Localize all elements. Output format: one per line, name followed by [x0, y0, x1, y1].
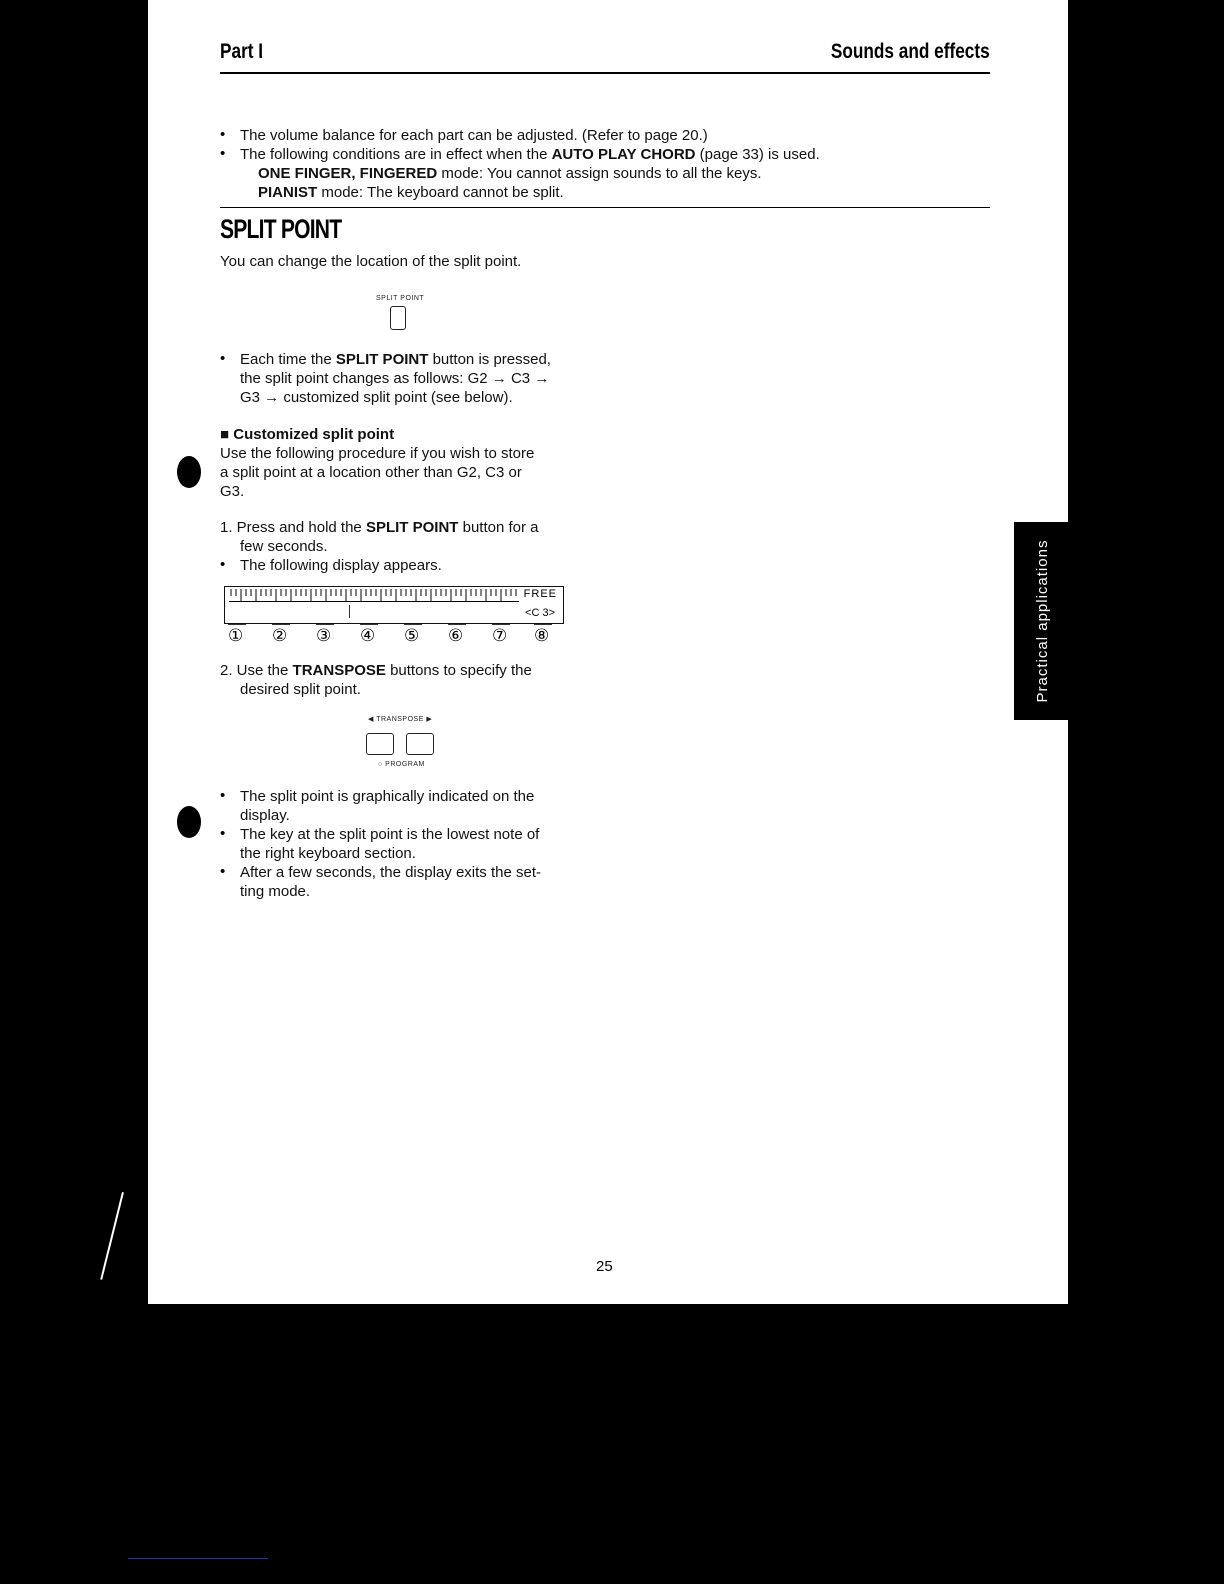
- lcd-display: [224, 586, 564, 624]
- note-onefinger: [258, 164, 762, 183]
- lcd-split-value: <C 3>: [525, 607, 555, 619]
- transpose-down-button[interactable]: [366, 733, 394, 755]
- callout-number: ③: [316, 626, 332, 645]
- scan-artifact: [100, 1192, 124, 1280]
- transpose-label: ◀ TRANSPOSE ▶: [368, 716, 433, 723]
- split-marker-icon: [349, 605, 350, 618]
- program-label: ○ PROGRAM: [378, 761, 425, 768]
- sub-desc-2: a split point at a location other than G2, C3 or: [220, 464, 522, 481]
- note-autoplay: [240, 145, 820, 164]
- text: buttons to specify the: [385, 662, 532, 679]
- text: 2. Use the: [220, 662, 293, 679]
- callout-number: ⑦: [492, 626, 508, 645]
- subsection-title: [220, 425, 394, 444]
- bullet-marker: •: [220, 863, 226, 880]
- text: Customized split point: [233, 426, 395, 443]
- text: button is pressed,: [428, 351, 551, 368]
- bold-text: ONE FINGER, FINGERED: [258, 165, 438, 182]
- section-title: SPLIT POINT: [220, 214, 342, 244]
- text: button for a: [458, 519, 539, 536]
- keyboard-graphic-icon: [229, 589, 519, 602]
- text: mode: The keyboard cannot be split.: [317, 184, 564, 201]
- header-rule: [220, 72, 990, 74]
- text: The following conditions are in effect when the: [240, 146, 552, 163]
- bullet-marker: •: [220, 126, 226, 143]
- split-point-desc-3: G3 → customized split point (see below).: [240, 389, 513, 406]
- note-exit: After a few seconds, the display exits the set-: [240, 864, 541, 881]
- section-rule: [220, 207, 990, 208]
- bold-text: AUTO PLAY CHORD: [551, 146, 696, 163]
- note-lowest: The key at the split point is the lowest note of: [240, 826, 540, 843]
- text: 1. Press and hold the: [220, 519, 366, 536]
- manual-page: [148, 0, 1068, 1304]
- step-2-cont: desired split point.: [240, 681, 361, 698]
- header-part: Part I: [220, 40, 264, 63]
- side-tab-label: Practical applications: [1034, 539, 1051, 703]
- transpose-up-button[interactable]: [406, 733, 434, 755]
- step-2: [220, 661, 532, 680]
- split-point-button[interactable]: [390, 306, 406, 330]
- callout-number: ②: [272, 626, 288, 645]
- note-volume: The volume balance for each part can be adjusted. (Refer to page 20.): [240, 127, 708, 144]
- bold-text: SPLIT POINT: [335, 351, 429, 368]
- note-lowest-cont: the right keyboard section.: [240, 845, 416, 862]
- scan-artifact-line: [128, 1558, 268, 1559]
- text: (page 33) is used.: [695, 146, 820, 163]
- step-1-cont: few seconds.: [240, 538, 328, 555]
- square-bullet-icon: ■: [220, 426, 234, 443]
- sub-desc-1: Use the following procedure if you wish to store: [220, 445, 535, 462]
- callout-number: ⑥: [448, 626, 464, 645]
- callout-number: ④: [360, 626, 376, 645]
- text: mode: You cannot assign sounds to all the keys.: [437, 165, 762, 182]
- note-graphic-cont: display.: [240, 807, 290, 824]
- split-point-button-label: SPLIT POINT: [376, 295, 425, 302]
- bullet-marker: •: [220, 145, 226, 162]
- header-chapter: Sounds and effects: [831, 40, 990, 63]
- page-number: 25: [596, 1258, 613, 1275]
- split-point-desc-1: [240, 350, 551, 369]
- note-exit-cont: ting mode.: [240, 883, 311, 900]
- bullet-marker: •: [220, 825, 226, 842]
- split-point-desc-2: the split point changes as follows: G2 → C3 →: [240, 370, 550, 387]
- callout-number: ①: [228, 626, 244, 645]
- step-1-note: The following display appears.: [240, 557, 442, 574]
- note-graphic: The split point is graphically indicated on the: [240, 788, 535, 805]
- bullet-marker: •: [220, 556, 226, 573]
- bold-text: PIANIST: [258, 184, 318, 201]
- binder-hole-icon: [177, 806, 201, 838]
- bold-text: TRANSPOSE: [292, 662, 386, 679]
- note-pianist: [258, 183, 564, 202]
- display-callout-numbers: [228, 626, 548, 650]
- step-1: [220, 518, 539, 537]
- callout-number: ⑧: [534, 626, 550, 645]
- text: Each time the: [240, 351, 336, 368]
- callout-number: ⑤: [404, 626, 420, 645]
- sub-desc-3: G3.: [220, 483, 245, 500]
- bullet-marker: •: [220, 350, 226, 367]
- binder-hole-icon: [177, 456, 201, 488]
- lcd-free-label: FREE: [523, 588, 557, 600]
- bullet-marker: •: [220, 787, 226, 804]
- bold-text: SPLIT POINT: [365, 519, 459, 536]
- section-intro: You can change the location of the split point.: [220, 253, 522, 270]
- side-tab: [1014, 522, 1072, 720]
